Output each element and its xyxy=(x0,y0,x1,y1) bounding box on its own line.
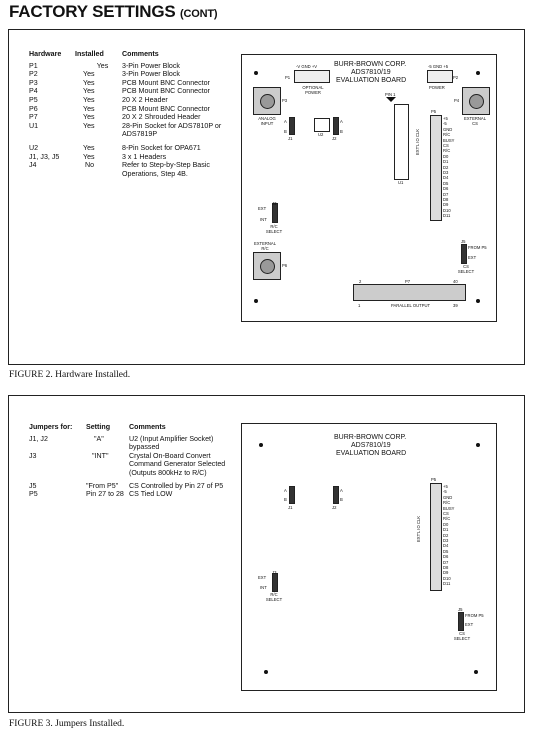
p2-caption: POWER xyxy=(429,85,445,90)
p7-shrouded-header xyxy=(353,284,466,301)
pin1-label: PIN 1 xyxy=(385,92,396,97)
rc-select-label: R/C SELECT xyxy=(265,592,283,602)
p5-label: P5 xyxy=(431,109,437,114)
p7-right-number: 40 xyxy=(453,279,458,284)
p5-pin-label: D6 xyxy=(443,554,449,560)
p5-pin-label: D9 xyxy=(443,202,449,208)
p5-pin-label: D2 xyxy=(443,164,449,170)
p2-pin-labels: -5 GND +5 xyxy=(428,64,449,69)
p5-pin-label: D5 xyxy=(443,548,449,554)
j5-label: J5 xyxy=(461,239,466,244)
figure-2-caption: FIGURE 2. Hardware Installed. xyxy=(9,370,131,380)
u2-label: U2 xyxy=(318,132,324,137)
page-title: FACTORY SETTINGS (CONT) xyxy=(9,2,218,21)
j1-label: J1 xyxy=(288,505,293,510)
table-row: U1 Yes 28-Pin Socket for ADS7810P or ADS7819P xyxy=(29,121,222,139)
j5-ext-label: EXT xyxy=(468,255,477,260)
board-name: EVALUATION BOARD xyxy=(336,77,407,84)
p5-pin-label: CS xyxy=(443,143,449,148)
p5-pin-label: -5 xyxy=(443,489,447,495)
table-row: J1, J2 "A" U2 (Input Amplifier Socket) bypassed xyxy=(29,434,214,452)
table-row: P6 Yes PCB Mount BNC Connector xyxy=(29,104,210,113)
p5-pin-label: D5 xyxy=(443,180,449,186)
p5-pin-label: R/C xyxy=(443,148,451,154)
p5-pin-label: D1 xyxy=(443,159,449,165)
p5-pin-label: BUSY xyxy=(443,137,455,143)
j5-from-p5-label: FROM P5 xyxy=(468,245,487,250)
parallel-output-label: PARALLEL OUTPUT xyxy=(391,303,431,308)
p5-pin-label: D6 xyxy=(443,186,449,192)
j5-header xyxy=(458,612,464,631)
j5-from-p5-label: FROM P5 xyxy=(465,613,484,618)
p5-pin-label: R/C xyxy=(443,132,451,138)
rc-select-label: R/C SELECT xyxy=(265,224,283,234)
j1-header xyxy=(289,117,295,135)
j3-header xyxy=(272,203,278,223)
p1-caption: OPTIONAL POWER xyxy=(302,85,324,95)
hardware-table xyxy=(29,50,242,178)
p7-left-number: 2 xyxy=(359,279,362,284)
jumpers-table xyxy=(29,423,241,499)
p5-pin-label: D3 xyxy=(443,538,449,543)
table-row: J1, J3, J5 Yes 3 x 1 Headers xyxy=(29,152,167,161)
j2-b-label: B xyxy=(340,497,343,502)
mounting-hole xyxy=(476,299,480,303)
j2-label: J2 xyxy=(332,505,337,510)
j2-a-label: A xyxy=(340,488,343,493)
ext-clk-label: EXT'L IO CLK xyxy=(415,128,420,155)
p5-pin-label: GND xyxy=(443,126,453,132)
table-row: P5 Pin 27 to 28 CS Tied LOW xyxy=(29,490,173,499)
p1-power-block xyxy=(294,70,330,83)
cs-select-label: CS SELECT xyxy=(453,631,471,641)
p5-pin-label: GND xyxy=(443,494,453,500)
j2-header xyxy=(333,117,339,135)
p4-caption: EXTERNAL CS xyxy=(463,116,487,126)
table-row: J5 "From P5" CS Controlled by Pin 27 of P5 xyxy=(29,481,224,490)
p5-pin-label: D10 xyxy=(443,207,451,213)
p5-pin-label: R/C xyxy=(443,516,451,522)
j5-header xyxy=(461,244,467,264)
p5-pin-label: +5 xyxy=(443,116,448,121)
u2-socket xyxy=(314,118,330,132)
p5-pin-label: D3 xyxy=(443,170,449,175)
table-row: P3 Yes PCB Mount BNC Connector xyxy=(29,78,210,87)
p5-pin-label: R/C xyxy=(443,500,451,506)
j1-header xyxy=(289,486,295,504)
p7-bottom-right-number: 39 xyxy=(453,303,458,308)
p5-pin-label: D7 xyxy=(443,191,449,197)
p5-pin-label: CS xyxy=(443,511,449,516)
jumpers-for-header: Jumpers for: xyxy=(29,423,73,431)
pin1-arrow xyxy=(386,97,396,103)
p5-pin-label: D1 xyxy=(443,527,449,533)
board-model: ADS7810/19 xyxy=(351,69,391,76)
j3-header xyxy=(272,573,278,592)
j3-ext-label: EXT xyxy=(258,206,267,211)
ext-clk-label: EXT'L IO CLK xyxy=(416,515,421,542)
mounting-hole xyxy=(476,71,480,75)
table-row: P1 Yes 3-Pin Power Block xyxy=(29,61,180,70)
p5-pin-label: D0 xyxy=(443,521,449,527)
comments-header: Comments xyxy=(129,423,166,431)
board-model: ADS7810/19 xyxy=(351,442,391,449)
p6-caption: EXTERNAL R/C xyxy=(253,241,277,251)
mounting-hole xyxy=(254,71,258,75)
j3-int-label: INT xyxy=(260,217,267,222)
j2-b-label: B xyxy=(340,129,343,134)
p5-pin-label: D4 xyxy=(443,175,449,181)
table-row: P2 Yes 3-Pin Power Block xyxy=(29,70,180,79)
table-row: U2 Yes 8-Pin Socket for OPA671 xyxy=(29,143,201,152)
j3-label: J3 xyxy=(272,201,277,206)
p1-pin-labels: -V GND +V xyxy=(296,64,318,69)
hardware-header: Hardware xyxy=(29,50,62,58)
mounting-hole xyxy=(259,443,263,447)
p5-pin-label: D2 xyxy=(443,532,449,538)
p2-label: P2 xyxy=(453,75,459,80)
table-row: J3 "INT" Crystal On-Board Convert Command Generator Selected (Outputs 800kHz to R/C) xyxy=(29,451,226,477)
p5-pin-label: D11 xyxy=(443,581,451,587)
j2-header xyxy=(333,486,339,504)
p5-header xyxy=(430,115,442,221)
comments-header: Comments xyxy=(122,50,159,58)
p5-pin-label: -5 xyxy=(443,121,447,127)
j1-b-label: B xyxy=(284,497,287,502)
p5-header xyxy=(430,483,442,591)
p5-pin-label: +5 xyxy=(443,484,448,489)
p7-label: P7 xyxy=(405,279,411,284)
p5-pin-label: D4 xyxy=(443,543,449,549)
mounting-hole xyxy=(264,670,268,674)
p1-label: P1 xyxy=(285,75,291,80)
mounting-hole xyxy=(476,443,480,447)
evaluation-board-diagram xyxy=(241,54,497,322)
p5-pin-label: D0 xyxy=(443,153,449,159)
j5-label: J5 xyxy=(458,607,463,612)
cs-select-label: CS SELECT xyxy=(457,264,475,274)
j1-a-label: A xyxy=(284,488,287,493)
j2-a-label: A xyxy=(340,119,343,124)
board-company: BURR-BROWN CORP. xyxy=(334,61,407,68)
p5-pin-label: D7 xyxy=(443,559,449,565)
u1-socket xyxy=(394,104,409,180)
j1-label: J1 xyxy=(288,136,293,141)
p3-caption: ANALOG INPUT xyxy=(258,116,276,126)
p5-pin-label: D8 xyxy=(443,565,449,570)
j3-int-label: INT xyxy=(260,585,267,590)
jumper-board-diagram xyxy=(241,423,497,691)
j2-label: J2 xyxy=(332,136,337,141)
p3-label: P3 xyxy=(282,98,288,103)
p3-bnc-connector xyxy=(253,87,281,115)
p7-bottom-left-number: 1 xyxy=(358,303,361,308)
j5-ext-label: EXT xyxy=(465,622,474,627)
u1-label: U1 xyxy=(398,180,404,185)
figure-3-caption: FIGURE 3. Jumpers Installed. xyxy=(9,719,125,729)
table-row: P4 Yes PCB Mount BNC Connector xyxy=(29,87,210,96)
p2-power-block xyxy=(427,70,453,83)
p4-label: P4 xyxy=(454,98,460,103)
mounting-hole xyxy=(254,299,258,303)
j1-a-label: A xyxy=(284,119,287,124)
p5-pin-label: D8 xyxy=(443,197,449,202)
p4-bnc-connector xyxy=(462,87,490,115)
p6-label: P6 xyxy=(282,263,288,268)
p5-label: P5 xyxy=(431,477,437,482)
p5-pin-label: D11 xyxy=(443,213,451,219)
p6-bnc-connector xyxy=(253,252,281,280)
table-row: P7 Yes 20 X 2 Shrouded Header xyxy=(29,113,201,122)
j1-b-label: B xyxy=(284,129,287,134)
p5-pin-label: BUSY xyxy=(443,505,455,511)
board-company: BURR-BROWN CORP. xyxy=(334,434,407,441)
j3-ext-label: EXT xyxy=(258,575,267,580)
table-row: J4 No Refer to Step-by-Step Basic Operations, Step 4B. xyxy=(29,161,210,178)
setting-header: Setting xyxy=(86,423,111,431)
table-row: P5 Yes 20 X 2 Header xyxy=(29,95,168,104)
p5-pin-label: D10 xyxy=(443,575,451,581)
installed-header: Installed xyxy=(75,50,104,58)
board-name: EVALUATION BOARD xyxy=(336,450,407,457)
p5-pin-label: D9 xyxy=(443,570,449,576)
mounting-hole xyxy=(474,670,478,674)
